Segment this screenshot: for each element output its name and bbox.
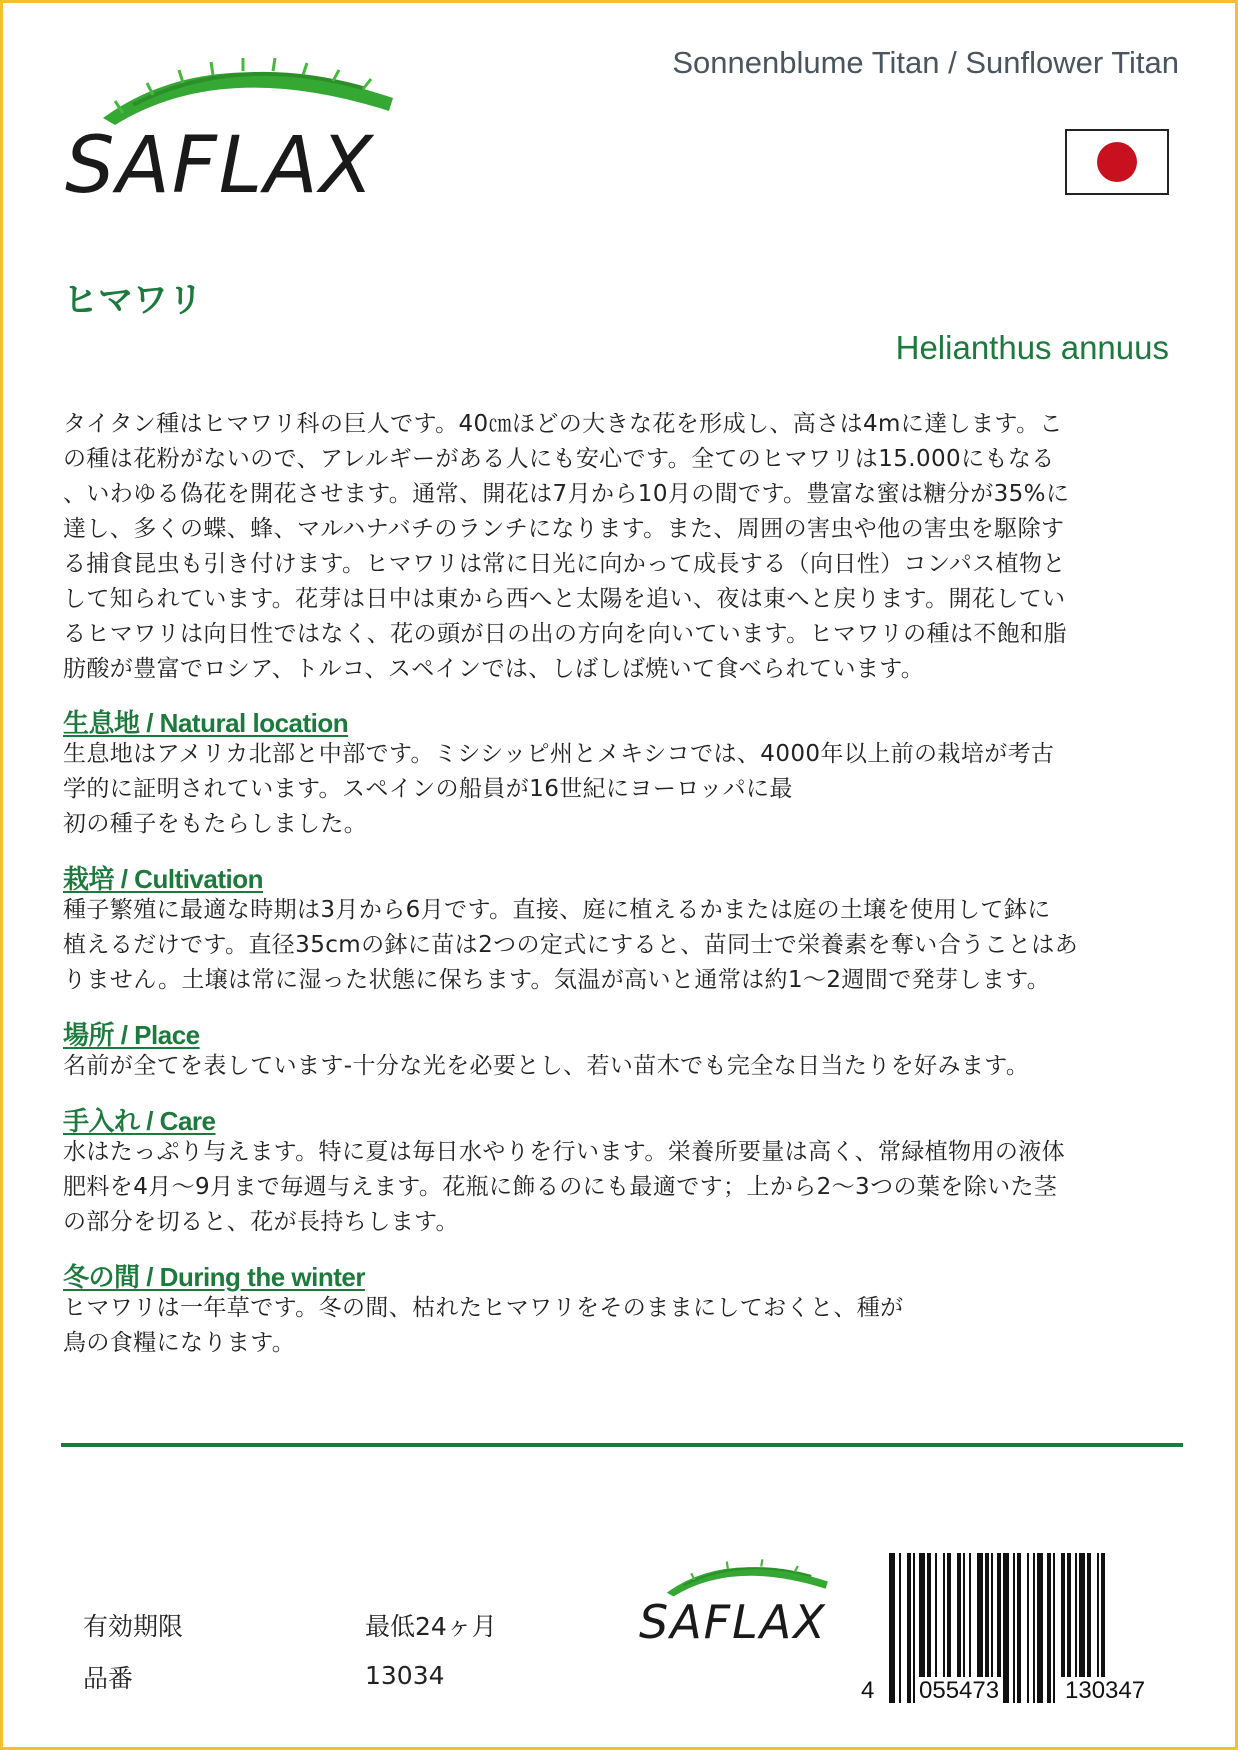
barcode-bar xyxy=(1047,1553,1051,1703)
japanese-name: ヒマワリ xyxy=(63,281,204,321)
intro-line: の種は花粉がないので、アレルギーがある人にも安心です。全てのヒマワリは15.000にもなる xyxy=(63,446,1055,472)
latin-name: Helianthus annuus xyxy=(895,329,1169,366)
section-body-place xyxy=(63,1049,1183,1084)
saflax-logo xyxy=(63,43,403,213)
barcode-bar xyxy=(889,1553,895,1703)
brand-wordmark: SAFLAX xyxy=(65,121,375,211)
section-line: 種子繁殖に最適な時期は3月から6月です。直接、庭に植えるかまたは庭の土壌を使用して鉢に xyxy=(63,897,1051,923)
intro-text xyxy=(63,407,1183,687)
intro-line: る捕食昆虫も引き付けます。ヒマワリは常に日光に向かって成長する（向日性）コンパス植物と xyxy=(63,551,1066,577)
section-line: 生息地はアメリカ北部と中部です。ミシシッピ州とメキシコでは、4000年以上前の栽培が考古 xyxy=(63,741,1055,767)
section-line: りません。土壌は常に湿った状態に保ちます。気温が高いと通常は約1～2週間で発芽します。 xyxy=(63,967,1051,993)
barcode-bar xyxy=(907,1553,911,1703)
barcode-bar xyxy=(899,1553,901,1703)
section-title-care: 手入れ / Care xyxy=(63,1106,216,1136)
section-body-cultivation xyxy=(63,893,1183,998)
japan-flag-icon xyxy=(1065,129,1169,195)
section-title-winter: 冬の間 / During the winter xyxy=(63,1262,365,1292)
flag-red-circle xyxy=(1097,142,1137,182)
product-title: Sonnenblume Titan / Sunflower Titan xyxy=(672,45,1179,80)
intro-line: タイタン種はヒマワリ科の巨人です。40㎝ほどの大きな花を形成し、高さは4mに達します。こ xyxy=(63,411,1063,437)
section-line: 名前が全てを表しています-十分な光を必要とし、若い苗木でも完全な日当たりを好みます。 xyxy=(63,1053,1030,1079)
section-line: 学的に証明されています。スペインの船員が16世紀にヨーロッパに最 xyxy=(63,776,793,802)
barcode-left-digits: 055473 xyxy=(915,1677,1003,1705)
barcode-bar xyxy=(1017,1553,1021,1703)
barcode-bar xyxy=(1027,1553,1029,1703)
section-line: 肥料を4月～9月まで毎週与えます。花瓶に飾るのにも最適です；上から2～3つの葉を除いた茎 xyxy=(63,1174,1058,1200)
section-title-cultivation: 栽培 / Cultivation xyxy=(63,864,264,894)
intro-line: るヒマワリは向日性ではなく、花の頭が日の出の方向を向いています。ヒマワリの種は不飽和脂 xyxy=(63,621,1067,647)
intro-line: 、いわゆる偽花を開花させます。通常、開花は7月から10月の間です。豊富な蜜は糖分が35%に xyxy=(63,481,1070,507)
divider-line xyxy=(61,1443,1183,1447)
item-number-label: 品番 xyxy=(83,1664,134,1693)
section-body-care xyxy=(63,1135,1183,1240)
section-line: の部分を切ると、花が長持ちします。 xyxy=(63,1209,459,1235)
section-line: 植えるだけです。直径35cmの鉢に苗は2つの定式にすると、苗同士で栄養素を奪い合うことはあ xyxy=(63,932,1079,958)
grass-swoosh-icon xyxy=(63,43,403,133)
brand-wordmark-footer: SAFLAX xyxy=(639,1595,827,1649)
barcode-bar xyxy=(1013,1553,1015,1703)
section-line: 水はたっぷり与えます。特に夏は毎日水やりを行います。栄養所要量は高く、常緑植物用の液体 xyxy=(63,1139,1066,1165)
intro-line: 達し、多くの蝶、蜂、マルハナバチのランチになります。また、周囲の害虫や他の害虫を駆除す xyxy=(63,516,1065,542)
barcode-bar xyxy=(1033,1553,1035,1703)
item-number-value: 13034 xyxy=(365,1661,445,1690)
barcode-right-digits: 130347 xyxy=(1061,1677,1149,1705)
section-body-winter xyxy=(63,1291,1183,1361)
section-line: 鳥の食糧になります。 xyxy=(63,1330,296,1356)
section-body-location xyxy=(63,737,1183,842)
section-title-place: 場所 / Place xyxy=(63,1020,200,1050)
barcode-bar xyxy=(1037,1553,1043,1703)
grass-swoosh-icon xyxy=(639,1551,839,1601)
section-line: 初の種子をもたらしました。 xyxy=(63,811,368,837)
barcode-bar xyxy=(1003,1553,1009,1703)
intro-line: して知られています。花芽は日中は東から西へと太陽を追い、夜は東へと戻ります。開花してい xyxy=(63,586,1066,612)
intro-line: 肪酸が豊富でロシア、トルコ、スペインでは、しばしば焼いて食べられています。 xyxy=(63,656,925,682)
barcode-bar xyxy=(1053,1553,1055,1703)
expiry-value: 最低24ヶ月 xyxy=(365,1612,497,1641)
expiry-label: 有効期限 xyxy=(83,1612,184,1641)
section-title-location: 生息地 / Natural location xyxy=(63,708,349,738)
section-line: ヒマワリは一年草です。冬の間、枯れたヒマワリをそのままにしておくと、種が xyxy=(63,1295,904,1321)
saflax-logo-footer xyxy=(639,1551,839,1651)
barcode-first-digit: 4 xyxy=(861,1677,875,1704)
